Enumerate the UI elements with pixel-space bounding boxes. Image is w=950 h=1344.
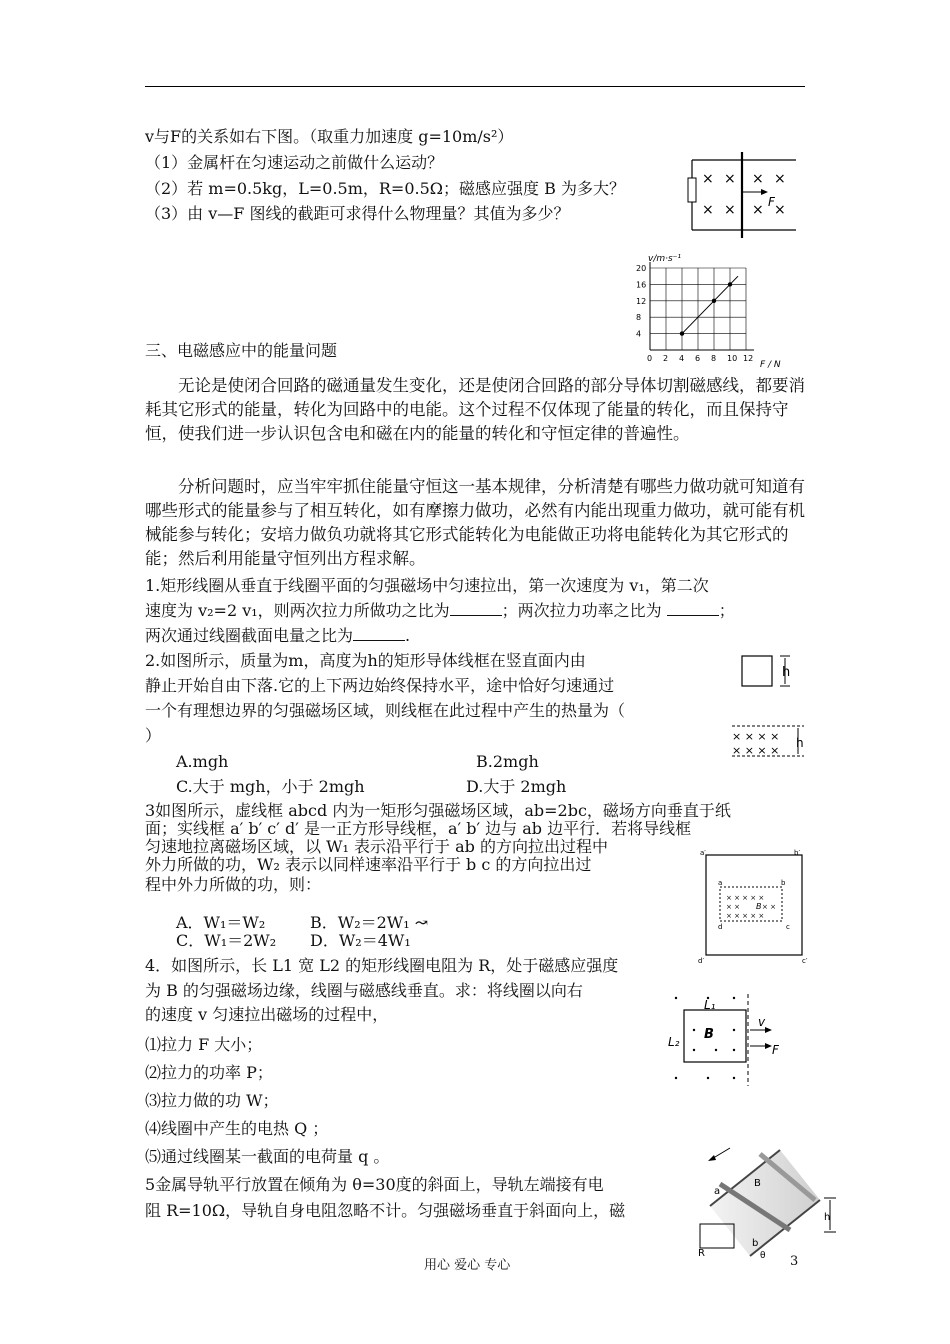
answer-blank-charge[interactable] — [353, 626, 405, 641]
label-resistor: R — [698, 1248, 705, 1259]
paragraph-1: 无论是使闭合回路的磁通量发生变化，还是使闭合回路的部分导体切割磁感线，都要消耗其它形式的能量，转化为回路中的电能。这个过程不仅体现了能量的转化，而且保持守恒，使我们进一步认识包含电和磁在内的能量的转化和守恒定律的普遍性。 — [145, 376, 805, 443]
label-b-prime: b′ — [794, 849, 801, 857]
page-number: 3 — [790, 1254, 799, 1269]
label-velocity: v — [758, 1015, 766, 1029]
y-tick-label: 12 — [636, 296, 647, 306]
p2-line3: 一个有理想边界的匀强磁场区域，则线框在此过程中产生的热量为（ — [145, 701, 626, 720]
x-tick-label: 8 — [711, 354, 717, 363]
svg-text:×: × — [702, 202, 714, 218]
svg-text:×: × — [752, 202, 764, 218]
p1-text-d: ； — [718, 601, 735, 620]
p3-line3: 匀速地拉离磁场区域，以 W₁ 表示沿平行于 ab 的方向拉出过程中 — [145, 837, 608, 856]
falling-frame-figure — [728, 648, 808, 764]
x-tick-label: 12 — [743, 354, 754, 363]
p3-line1: 3如图所示，虚线框 abcd 内为一矩形匀强磁场区域，ab=2bc，磁场方向垂直于纸 — [145, 801, 731, 820]
label-field-b: B — [756, 902, 762, 911]
label-d: d — [718, 923, 723, 931]
x-tick-label: 10 — [727, 354, 738, 363]
header-rule — [145, 86, 805, 87]
label-field-b: B — [754, 1178, 761, 1189]
label-force: F — [772, 1043, 779, 1057]
square-frame-figure — [696, 845, 812, 963]
p4-item-2: ⑵拉力的功率 P； — [145, 1063, 273, 1082]
frame-height-label: h — [782, 665, 791, 680]
label-b-field: B — [704, 1027, 714, 1042]
footer-motto: 用心 爱心 专心 — [424, 1258, 511, 1273]
svg-text:×: × — [702, 171, 714, 187]
p4-line1: 4．如图所示，长 L1 宽 L2 的矩形线圈电阻为 R，处于磁感应强度 — [145, 956, 619, 975]
p1-text-b: 速度为 v₂=2 v₁，则两次拉力所做功之比为 — [145, 601, 450, 620]
p2-option-b: B.2mgh — [476, 752, 539, 771]
y-tick-label: 4 — [636, 329, 642, 339]
data-point — [712, 299, 716, 303]
label-b: b — [781, 879, 786, 887]
p4-line2: 为 B 的匀强磁场边缘，线圈与磁感线垂直。求：将线圈以向右 — [145, 981, 583, 1000]
data-point — [728, 282, 732, 286]
p2-option-d: D.大于 2mgh — [466, 777, 567, 796]
svg-text:× ×: × × — [726, 903, 740, 911]
label-a: a — [718, 879, 723, 887]
field-crosses-row2: × × × × — [732, 744, 780, 757]
p2-option-c: C.大于 mgh，小于 2mgh — [176, 777, 365, 796]
data-point — [680, 331, 684, 335]
svg-text:×: × — [774, 171, 786, 187]
x-tick-label: 4 — [679, 354, 685, 363]
p3-line4: 外力所做的功，W₂ 表示以同样速率沿平行于 b c 的方向拉出过 — [145, 855, 592, 874]
label-c-prime: c′ — [802, 957, 808, 963]
svg-text:× × × × ×: × × × × × — [726, 894, 765, 902]
label-theta: θ — [760, 1251, 766, 1260]
p1-line2 — [145, 600, 735, 622]
p5-line2: 阻 R=10Ω，导轨自身电阻忽略不计。匀强磁场垂直于斜面向上，磁 — [145, 1201, 626, 1220]
p3-line2: 面；实线框 a′ b′ c′ d′ 是一正方形导线框，a′ b′ 边与 ab 边平行．若将导线框 — [145, 819, 692, 838]
x-tick-label: 0 — [647, 354, 653, 363]
p1-text-c: ；两次拉力功率之比为 — [501, 601, 662, 620]
p3-option-c: C．W₁＝2W₂ — [176, 931, 277, 950]
p2-line1: 2.如图所示，质量为m，高度为h的矩形导体线框在竖直面内由 — [145, 651, 586, 670]
coil-figure — [664, 990, 794, 1090]
label-l1: L₁ — [704, 998, 716, 1012]
label-l2: L₂ — [668, 1035, 680, 1049]
section-heading: 三、电磁感应中的能量问题 — [145, 341, 338, 360]
label-a: a — [714, 1186, 721, 1197]
x-tick-label: 6 — [695, 354, 701, 363]
chart-y-label: v/m·s⁻¹ — [648, 254, 682, 264]
label-a-prime: a′ — [700, 849, 706, 857]
svg-text:× × × × ×: × × × × × — [726, 912, 765, 920]
p2-line2: 静止开始自由下落.它的上下两边始终保持水平，途中恰好匀速通过 — [145, 676, 615, 695]
p3-option-d: D．W₂＝4W₁ — [310, 931, 411, 950]
p1-text-f: . — [405, 626, 411, 645]
question-2: （2）若 m=0.5kg，L=0.5m，R=0.5Ω；磁感应强度 B 为多大？ — [145, 179, 625, 198]
svg-text:×: × — [752, 171, 764, 187]
p4-item-1: ⑴拉力 F 大小； — [145, 1035, 263, 1054]
field-crosses-row1: × × × × — [732, 730, 780, 743]
p4-item-3: ⑶拉力做的功 W； — [145, 1091, 279, 1110]
field-height-label: h — [796, 736, 804, 750]
question-3: （3）由 v—F 图线的截距可求得什么物理量？其值为多少？ — [145, 204, 570, 223]
y-tick-label: 8 — [636, 313, 642, 323]
x-tick-label: 2 — [663, 354, 669, 363]
label-c: c — [786, 923, 790, 931]
answer-blank-power[interactable] — [667, 601, 719, 616]
v-f-chart — [628, 250, 798, 375]
y-tick-label: 20 — [636, 264, 647, 273]
question-1: （1）金属杆在匀速运动之前做什么运动？ — [145, 153, 444, 172]
p3-line5: 程中外力所做的功，则： — [145, 875, 322, 894]
force-label: F — [768, 195, 775, 209]
paragraph-2: 分析问题时，应当牢牢抓住能量守恒这一基本规律，分析清楚有哪些力做功就可知道有哪些形式的能量参与了相互转化，如有摩擦力做功，必然有内能出现重力做功，就可能有机械能参与转化；安培力做负功就将其它形式能转化为电能做正功将电能转化为其它形式的能；然后利用能量守恒列出方程求解。 — [145, 477, 805, 568]
svg-text:×: × — [724, 202, 736, 218]
intro-line: v与F的关系如右下图。（取重力加速度 g=10m/s²） — [145, 127, 514, 146]
p2-option-a: A.mgh — [176, 752, 229, 771]
answer-blank-work[interactable] — [450, 601, 502, 616]
p3-option-b-text: B．W₂＝2W₁ — [310, 913, 410, 932]
p3-option-a: A．W₁＝W₂ — [176, 913, 266, 932]
svg-text:×: × — [724, 171, 736, 187]
p1-line3 — [145, 625, 410, 647]
p1-text-e: 两次通过线圈截面电量之比为 — [145, 626, 354, 645]
p4-item-4: ⑷线圈中产生的电热 Q ； — [145, 1119, 329, 1138]
p4-line3: 的速度 v 匀速拉出磁场的过程中， — [145, 1005, 389, 1024]
y-tick-label: 16 — [636, 280, 647, 290]
p2-line4: ） — [145, 726, 162, 745]
incline-rails-figure — [690, 1140, 840, 1260]
p4-item-5: ⑸通过线圈某一截面的电荷量 q 。 — [145, 1147, 390, 1166]
svg-text:× ×: × × — [762, 903, 776, 911]
p1-line1: 1.矩形线圈从垂直于线圈平面的匀强磁场中匀速拉出，第一次速度为 v₁，第二次 — [145, 576, 709, 595]
label-height: h — [824, 1212, 831, 1223]
label-b: b — [752, 1238, 759, 1249]
label-d-prime: d′ — [698, 957, 705, 963]
p5-line1: 5金属导轨平行放置在倾角为 θ=30度的斜面上，导轨左端接有电 — [145, 1175, 604, 1194]
scribble-icon: ↝ — [414, 913, 429, 932]
svg-text:×: × — [774, 202, 786, 218]
chart-x-label: F / N — [760, 360, 781, 370]
rail-circuit-figure — [684, 150, 804, 240]
